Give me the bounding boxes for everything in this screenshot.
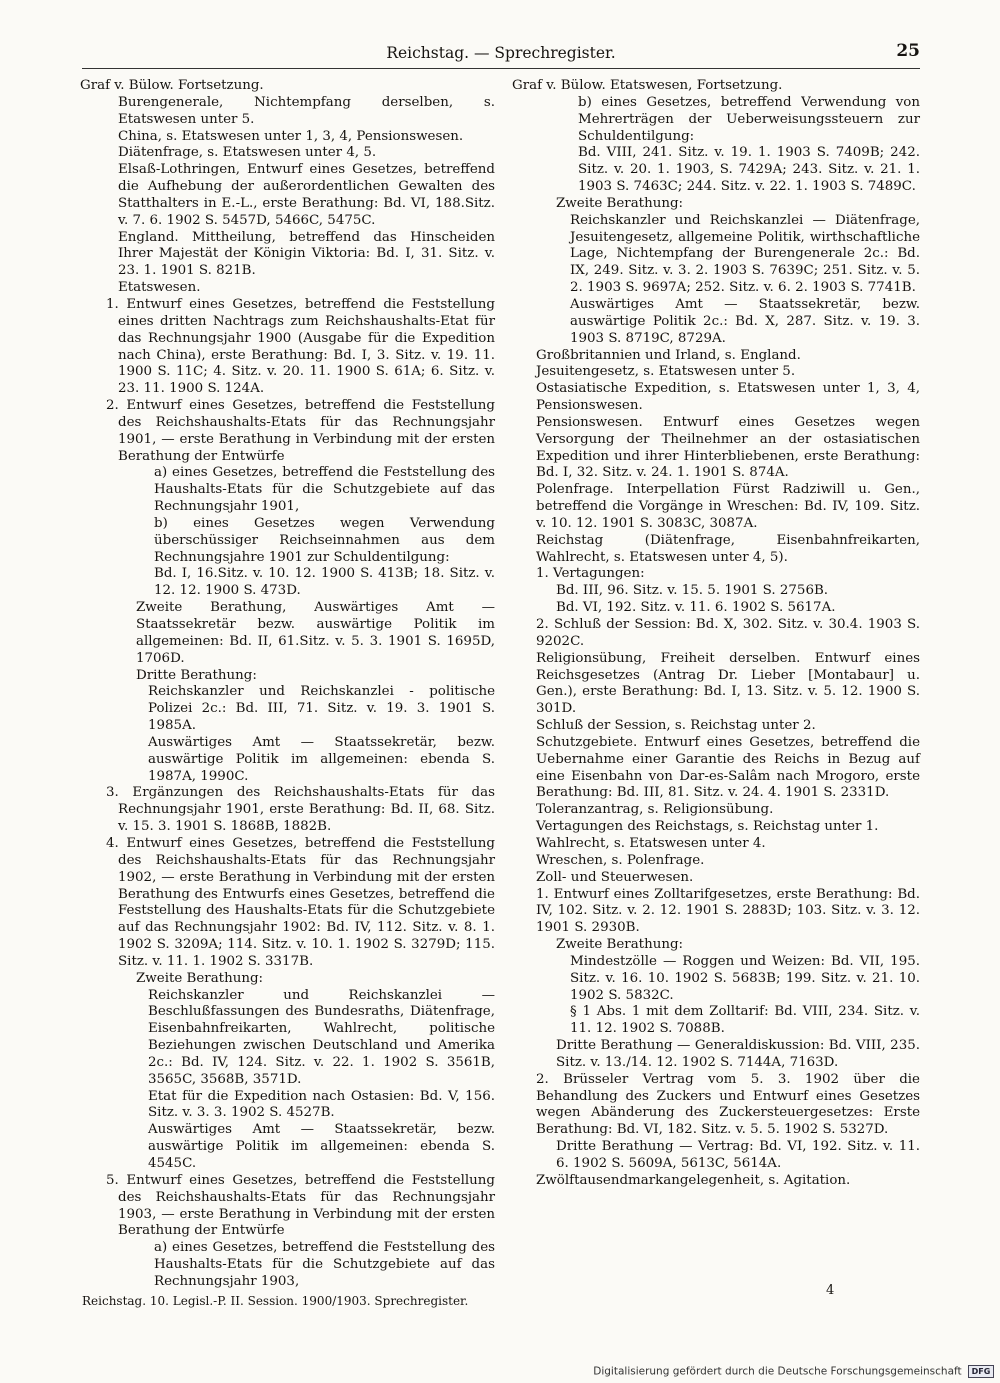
- register-entry: Religionsübung, Freiheit derselben. Entwurf eines Reichsgesetzes (Antrag Dr. Lieber [Montabaur] u. Gen.), erste Berathung: Bd. I, 13. Sitz. v. 5. 12. 1900 S. 301D.: [536, 650, 920, 717]
- register-entry: Polenfrage. Interpellation Fürst Radziwill u. Gen., betreffend die Vorgänge in Wreschen: Bd. IV, 109. Sitz. v. 10. 12. 1901 S. 3083C, 3087A.: [536, 482, 920, 531]
- register-entry: Wreschen, s. Polenfrage.: [536, 852, 705, 868]
- register-entry: 1. Entwurf eines Zolltarifgesetzes, erste Berathung: Bd. IV, 102. Sitz. v. 2. 12. 1901 S. 2883D; 103. Sitz. v. 3. 12. 1901 S. 2930B.: [536, 886, 920, 936]
- register-entry: 3. Ergänzungen des Reichshaushalts-Etats für das Rechnungsjahr 1901, erste Berathung: Bd. II, 68. Sitz. v. 15. 3. 1901 S. 1868B, 1882B.: [106, 785, 495, 835]
- left-column: [80, 78, 495, 1291]
- register-entry: b) eines Gesetzes wegen Verwendung überschüssiger Reichseinnahmen aus dem Rechnungsjahre 1901 zur Schuldentilgung:: [154, 515, 495, 565]
- register-entry: Bd. VIII, 241. Sitz. v. 19. 1. 1903 S. 7409B; 242. Sitz. v. 20. 1. 1903, S. 7429A; 243. Sitz. v. 21. 1. 1903 S. 7463C; 244. Sitz. v. 22. 1. 1903 S. 7489C.: [578, 145, 920, 195]
- register-entry: 1. Vertagungen:: [536, 566, 645, 582]
- register-entry: Reichskanzler und Reichskanzlei - politische Polizei 2c.: Bd. III, 71. Sitz. v. 19. 3. 1901 S. 1985A.: [148, 684, 495, 734]
- register-entry: Zwölftausendmarkangelegenheit, s. Agitation.: [536, 1172, 851, 1188]
- register-entry: Pensionswesen. Entwurf eines Gesetzes wegen Versorgung der Theilnehmer an der ostasiatischen Expedition und ihrer Hinterbliebenen, erste Berathung: Bd. I, 32. Sitz. v. 24. 1. 1901 S. 874A.: [536, 414, 920, 481]
- register-entry: Großbritannien und Irland, s. England.: [536, 347, 801, 363]
- page-number: 25: [896, 41, 920, 61]
- register-entry: Schluß der Session, s. Reichstag unter 2.: [536, 718, 816, 734]
- register-entry: Etatswesen.: [118, 280, 201, 296]
- register-entry: Toleranzantrag, s. Religionsübung.: [536, 802, 774, 818]
- dfg-credit: [593, 1365, 994, 1378]
- register-entry: Schutzgebiete. Entwurf eines Gesetzes, betreffend die Uebernahme einer Garantie des Reichs in Bezug auf eine Eisenbahn von Dar-es-Salâm nach Mrogoro, erste Berathung: Bd. III, 81. Sitz. v. 24. 4. 1901 S. 2331D.: [536, 734, 920, 801]
- register-entry: 2. Schluß der Session: Bd. X, 302. Sitz. v. 30.4. 1903 S. 9202C.: [536, 617, 920, 649]
- register-entry: 2. Entwurf eines Gesetzes, betreffend die Feststellung des Reichshaushalts-Etats für das Rechnungsjahr 1901, — erste Berathung in Verbindung mit der ersten Berathung der Entwürfe: [106, 398, 495, 464]
- register-entry: Auswärtiges Amt — Staatssekretär, bezw. auswärtige Politik im allgemeinen: ebenda S. 1987A, 1990C.: [148, 734, 495, 784]
- register-entry: Bd. I, 16.Sitz. v. 10. 12. 1900 S. 413B; 18. Sitz. v. 12. 12. 1900 S. 473D.: [154, 566, 495, 599]
- register-entry: a) eines Gesetzes, betreffend die Feststellung des Haushalts-Etats für die Schutzgebiete auf das Rechnungsjahr 1901,: [154, 465, 495, 515]
- register-entry: Elsaß-Lothringen, Entwurf eines Gesetzes, betreffend die Aufhebung der außerordentlichen Gewalten des Statthalters in E.-L., erste Berathung: Bd. VI, 188.Sitz. v. 7. 6. 1902 S. 5457D, 5466C, 5475C.: [118, 162, 495, 228]
- register-entry: Dritte Berathung:: [136, 667, 257, 683]
- register-entry: Auswärtiges Amt — Staatssekretär, bezw. auswärtige Politik im allgemeinen: ebenda S. 4545C.: [148, 1122, 495, 1171]
- register-entry: Bd. VI, 192. Sitz. v. 11. 6. 1902 S. 5617A.: [556, 600, 836, 616]
- running-title: Reichstag. — Sprechregister.: [386, 44, 616, 62]
- right-column: [512, 78, 920, 1190]
- register-entry: Ostasiatische Expedition, s. Etatswesen unter 1, 3, 4, Pensionswesen.: [536, 381, 920, 414]
- register-entry: Zweite Berathung, Auswärtiges Amt — Staatssekretär bezw. auswärtige Politik im allgemeinen: Bd. II, 61.Sitz. v. 5. 3. 1901 S. 1695D, 1706D.: [136, 600, 495, 666]
- register-entry: 2. Brüsseler Vertrag vom 5. 3. 1902 über die Behandlung des Zuckers und Entwurf eines Gesetzes wegen Abänderung des Zuckersteuergesetzes: Erste Berathung: Bd. VI, 182. Sitz. v. 5. 5. 1902 S. 5327D.: [536, 1071, 920, 1138]
- register-entry: Vertagungen des Reichstags, s. Reichstag unter 1.: [536, 819, 879, 835]
- register-entry: Zweite Berathung:: [136, 970, 264, 986]
- register-entry: Reichskanzler und Reichskanzlei — Beschlußfassungen des Bundesraths, Diätenfrage, Eisenbahnfreikarten, Wahlrecht, politische Beziehungen zwischen Deutschland und Amerika 2c.: Bd. IV, 124. Sitz. v. 22. 1. 1902 S. 3561B, 3565C, 3568B, 3571D.: [148, 987, 495, 1087]
- register-entry: Zoll- und Steuerwesen.: [536, 869, 694, 885]
- register-entry: Wahlrecht, s. Etatswesen unter 4.: [536, 835, 766, 851]
- register-entry: Graf v. Bülow. Fortsetzung.: [80, 78, 264, 93]
- register-entry: Jesuitengesetz, s. Etatswesen unter 5.: [536, 364, 796, 380]
- signature-mark: 4: [826, 1283, 835, 1298]
- register-entry: 5. Entwurf eines Gesetzes, betreffend die Feststellung des Reichshaushalts-Etats für das Rechnungsjahr 1903, — erste Berathung in Verbindung mit der ersten Berathung der Entwürfe: [106, 1172, 495, 1239]
- footer-source-line: Reichstag. 10. Legisl.-P. II. Session. 1900/1903. Sprechregister.: [82, 1294, 469, 1308]
- register-entry: Zweite Berathung:: [556, 195, 684, 211]
- register-entry: a) eines Gesetzes, betreffend die Feststellung des Haushalts-Etats für die Schutzgebiete auf das Rechnungsjahr 1903,: [154, 1240, 495, 1289]
- register-entry: Reichskanzler und Reichskanzlei — Diätenfrage, Jesuitengesetz, allgemeine Politik, wirthschaftliche Lage, Nichtempfang der Burengenerale 2c.: Bd. IX, 249. Sitz. v. 3. 2. 1903 S. 7639C; 251. Sitz. v. 5. 2. 1903 S. 9697A; 252. Sitz. v. 6. 2. 1903 S. 7741B.: [570, 212, 920, 296]
- register-entry: b) eines Gesetzes, betreffend Verwendung von Mehrerträgen der Ueberweisungssteuern zur Schuldentilgung:: [578, 94, 920, 144]
- register-entry: Etat für die Expedition nach Ostasien: Bd. V, 156. Sitz. v. 3. 3. 1902 S. 4527B.: [148, 1088, 495, 1121]
- register-entry: Reichstag (Diätenfrage, Eisenbahnfreikarten, Wahlrecht, s. Etatswesen unter 4, 5).: [536, 532, 920, 565]
- register-entry: England. Mittheilung, betreffend das Hinscheiden Ihrer Majestät der Königin Viktoria: Bd. I, 31. Sitz. v. 23. 1. 1901 S. 821B.: [118, 229, 495, 279]
- register-entry: Burengenerale, Nichtempfang derselben, s. Etatswesen unter 5.: [118, 94, 495, 127]
- register-entry: Diätenfrage, s. Etatswesen unter 4, 5.: [118, 145, 377, 161]
- register-entry: Graf v. Bülow. Etatswesen, Fortsetzung.: [512, 78, 783, 93]
- register-entry: Zweite Berathung:: [556, 937, 684, 953]
- register-entry: § 1 Abs. 1 mit dem Zolltarif: Bd. VIII, 234. Sitz. v. 11. 12. 1902 S. 7088B.: [570, 1004, 920, 1037]
- page-header: [82, 41, 920, 69]
- register-entry: Bd. III, 96. Sitz. v. 15. 5. 1901 S. 2756B.: [556, 583, 829, 599]
- register-entry: Dritte Berathung — Generaldiskussion: Bd. VIII, 235. Sitz. v. 13./14. 12. 1902 S. 7144A, 7163D.: [556, 1038, 920, 1070]
- register-entry: 1. Entwurf eines Gesetzes, betreffend die Feststellung eines dritten Nachtrags zum Reichshaushalts-Etat für das Rechnungsjahr 1900 (Ausgabe für die Expedition nach China), erste Berathung: Bd. I, 3. Sitz. v. 19. 11. 1900 S. 11C; 4. Sitz. v. 20. 11. 1900 S. 61A; 6. Sitz. v. 23. 11. 1900 S. 124A.: [106, 296, 495, 397]
- dfg-logo: DFG: [968, 1365, 994, 1378]
- register-entry: China, s. Etatswesen unter 1, 3, 4, Pensionswesen.: [118, 128, 464, 144]
- dfg-credit-text: Digitalisierung gefördert durch die Deutsche Forschungsgemeinschaft: [593, 1365, 962, 1378]
- register-entry: Mindestzölle — Roggen und Weizen: Bd. VII, 195. Sitz. v. 16. 10. 1902 S. 5683B; 199. Sitz. v. 21. 10. 1902 S. 5832C.: [570, 953, 920, 1003]
- register-entry: 4. Entwurf eines Gesetzes, betreffend die Feststellung des Reichshaushalts-Etats für das Rechnungsjahr 1902, — erste Berathung in Verbindung mit der ersten Berathung des Entwurfs eines Gesetzes, betreffend die Feststellung des Haushalts-Etats für die Schutzgebiete auf das Rechnungsjahr 1902: Bd. IV, 112. Sitz. v. 8. 1. 1902 S. 3209A; 114. Sitz. v. 10. 1. 1902 S. 3279D; 115. Sitz. v. 11. 1. 1902 S. 3317B.: [106, 835, 495, 969]
- register-entry: Auswärtiges Amt — Staatssekretär, bezw. auswärtige Politik 2c.: Bd. X, 287. Sitz. v. 19. 3. 1903 S. 8719C, 8729A.: [570, 296, 920, 346]
- register-entry: Dritte Berathung — Vertrag: Bd. VI, 192. Sitz. v. 11. 6. 1902 S. 5609A, 5613C, 5614A.: [556, 1139, 920, 1171]
